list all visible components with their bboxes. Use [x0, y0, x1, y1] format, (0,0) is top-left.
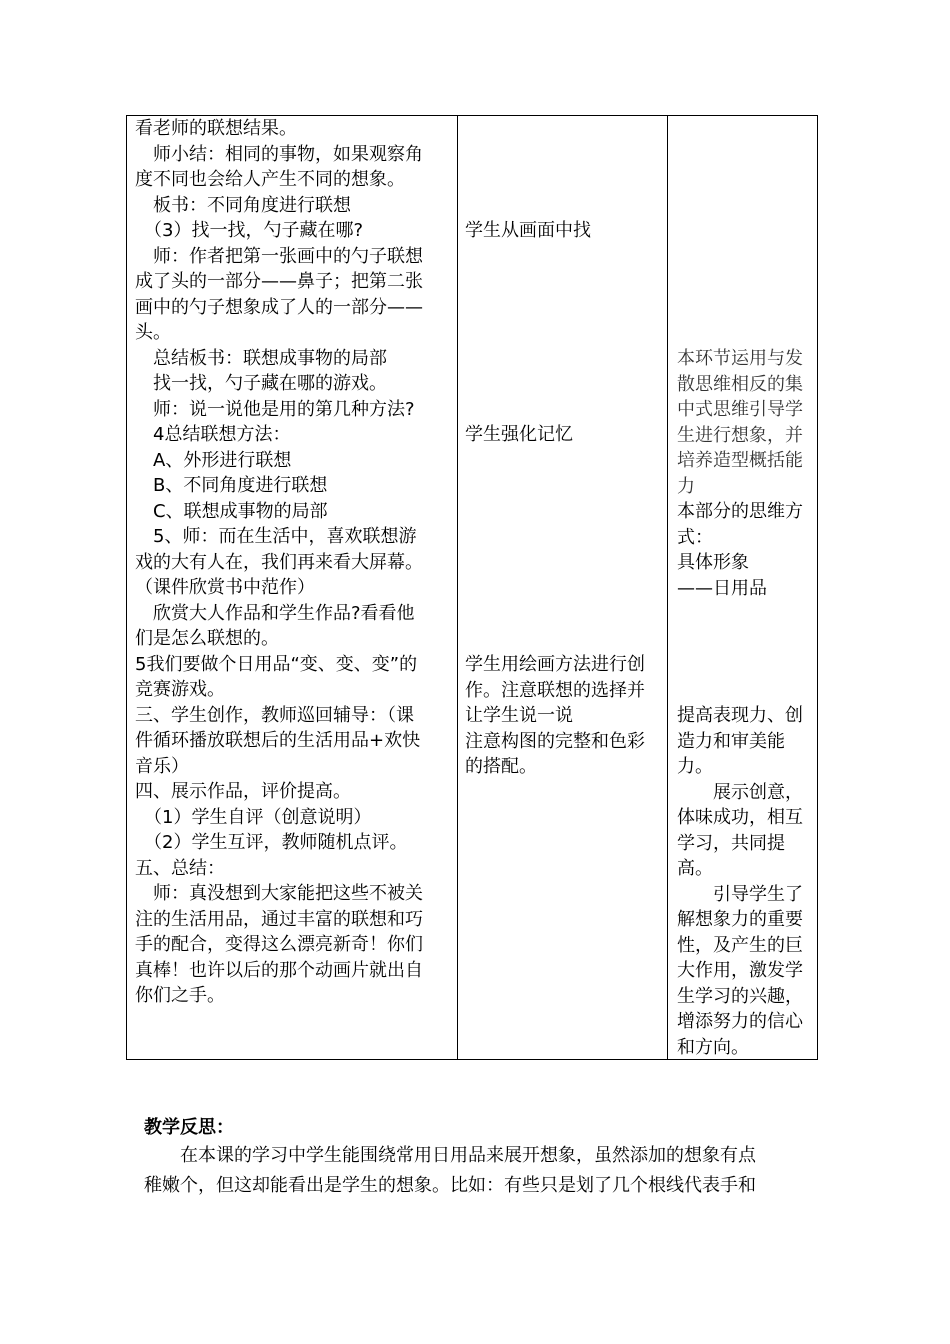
table-text-line: 度不同也会给人产生不同的想象。 [135, 169, 405, 190]
table-text-line: 们是怎么联想的。 [135, 628, 279, 649]
table-text-line: 注的生活用品，通过丰富的联想和巧 [135, 908, 423, 930]
table-text-line: 师：作者把第一张画中的勺子联想 [135, 245, 423, 267]
table-text-line: 的搭配。 [465, 756, 537, 777]
table-text-line: 性，及产生的巨 [677, 934, 803, 956]
table-text-line: 引导学生了 [677, 883, 803, 905]
table-text-line: 4总结联想方法： [135, 424, 291, 445]
table-text-line: 展示创意， [677, 781, 803, 803]
table-text-line: 提高表现力、创 [677, 705, 803, 726]
table-text-line: 体味成功，相互 [677, 807, 803, 828]
table-text-line: 三、学生创作，教师巡回辅导：（课 [135, 704, 414, 726]
table-text-line: 力 [677, 475, 695, 497]
table-text-line: A、外形进行联想 [135, 449, 292, 471]
table-text-line: 学生从画面中找 [465, 220, 591, 241]
table-text-line: 师小结：相同的事物，如果观察角 [135, 143, 423, 165]
table-text-line: 中式思维引导学 [677, 399, 803, 420]
table-text-line: 学生强化记忆 [465, 424, 573, 445]
table-text-line: B、不同角度进行联想 [135, 475, 328, 496]
table-text-line: 作。注意联想的选择并 [465, 679, 645, 701]
lesson-table [126, 115, 818, 1060]
table-text-line: 学生用绘画方法进行创 [465, 654, 645, 675]
column-divider [667, 116, 668, 1059]
table-text-line: 师：说一说他是用的第几种方法? [135, 398, 415, 420]
reflection-line: 在本课的学习中学生能围绕常用日用品来展开想象，虽然添加的想象有点 [144, 1145, 756, 1166]
table-text-line: 五、总结： [135, 857, 225, 879]
table-text-line: 竞赛游戏。 [135, 679, 225, 700]
table-text-line: 你们之手。 [135, 985, 225, 1006]
table-text-line: 式： [677, 526, 713, 548]
table-text-line: 增添努力的信心 [677, 1011, 803, 1032]
table-text-line: 找一找，勺子藏在哪的游戏。 [135, 373, 387, 394]
design-intent-block [677, 346, 803, 499]
table-text-line: 生学习的兴趣， [677, 985, 803, 1007]
table-text-line: 看老师的联想结果。 [135, 118, 297, 139]
table-text-line: 真棒！也许以后的那个动画片就出自 [135, 959, 423, 981]
table-text-line: 总结板书：联想成事物的局部 [135, 347, 387, 369]
student-activity-block [465, 218, 591, 244]
table-text-line: 本部分的思维方 [677, 501, 803, 522]
table-text-line: 让学生说一说 [465, 705, 573, 726]
table-text-line: 四、展示作品，评价提高。 [135, 781, 351, 802]
table-text-line: C、联想成事物的局部 [135, 500, 328, 522]
table-text-line: 力。 [677, 756, 713, 777]
table-text-line: 本环节运用与发 [677, 348, 803, 369]
table-text-line: 造力和审美能 [677, 730, 785, 752]
column-divider [457, 116, 458, 1059]
table-text-line: 培养造型概括能 [677, 450, 803, 471]
table-text-line: （3）找一找，勺子藏在哪? [135, 220, 364, 241]
table-text-line: 大作用，激发学 [677, 960, 803, 981]
table-text-line: 具体形象 [677, 552, 749, 573]
table-text-line: （1）学生自评（创意说明） [135, 806, 372, 828]
design-intent-block [677, 499, 803, 601]
reflection-line: 稚嫩个，但这却能看出是学生的想象。比如：有些只是划了几个根线代表手和 [144, 1175, 756, 1196]
table-text-line: 和方向。 [677, 1036, 749, 1058]
table-text-line: 头。 [135, 322, 171, 343]
table-text-line: 画中的勺子想象成了人的一部分—— [135, 296, 423, 318]
table-text-line: 成了头的一部分——鼻子；把第二张 [135, 271, 423, 292]
student-activity-block [465, 652, 645, 780]
table-text-line: （课件欣赏书中范作） [135, 577, 315, 598]
table-text-line: （2）学生互评，教师随机点评。 [135, 832, 408, 853]
table-text-line: 高。 [677, 858, 713, 879]
table-text-line: 散思维相反的集 [677, 373, 803, 395]
table-text-line: 注意构图的完整和色彩 [465, 730, 645, 752]
table-text-line: 戏的大有人在，我们再来看大屏幕。 [135, 551, 423, 573]
reflection-title: 教学反思： [144, 1117, 234, 1138]
table-text-line: 解想象力的重要 [677, 909, 803, 930]
table-text-line: 音乐） [135, 755, 189, 777]
teacher-activity-column [135, 116, 453, 1009]
student-activity-block [465, 422, 573, 448]
design-intent-block [677, 703, 803, 1060]
table-text-line: 生进行想象，并 [677, 424, 803, 446]
table-text-line: 手的配合，变得这么漂亮新奇！你们 [135, 934, 423, 955]
table-text-line: 师：真没想到大家能把这些不被关 [135, 883, 423, 904]
table-text-line: 5、师：而在生活中，喜欢联想游 [135, 526, 417, 547]
table-text-line: 件循环播放联想后的生活用品+欢快 [135, 730, 421, 751]
table-text-line: 板书：不同角度进行联想 [135, 194, 351, 216]
reflection-text [144, 1141, 804, 1201]
table-text-line: 欣赏大人作品和学生作品?看看他 [135, 602, 415, 624]
table-text-line: ——日用品 [677, 577, 767, 599]
table-text-line: 5我们要做个日用品“变、变、变”的 [135, 653, 418, 675]
table-text-line: 学习，共同提 [677, 832, 785, 854]
